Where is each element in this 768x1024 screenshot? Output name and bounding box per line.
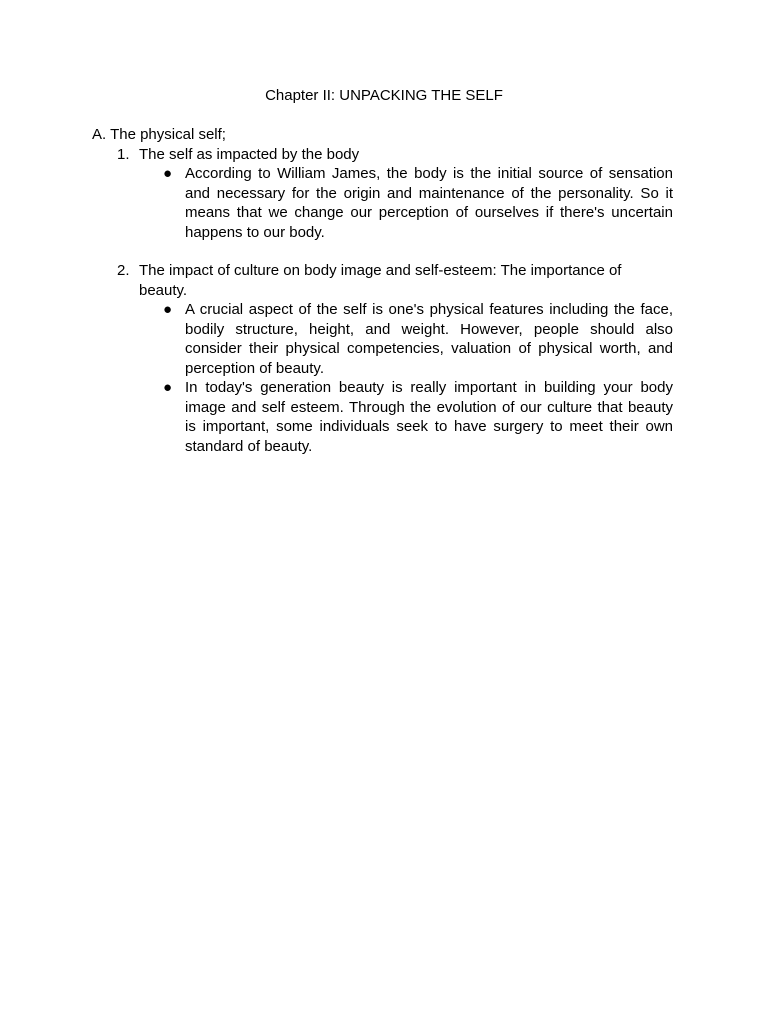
bullet-text: In today's generation beauty is really important in building your body image and self esteem. Through the evolution of our culture that beauty is important, some individuals seek to have surgery to meet their own standard of beauty. — [185, 379, 673, 455]
bullet-item — [117, 378, 692, 456]
spacer — [92, 242, 692, 261]
section-physical-self — [92, 125, 692, 456]
bullet-icon: ● — [163, 165, 173, 182]
bullet-icon: ● — [163, 379, 173, 396]
list-number: 1. — [117, 145, 130, 163]
list-number: 2. — [117, 262, 130, 279]
bullet-text: A crucial aspect of the self is one's physical features including the face, bodily structure, height, and weight. However, people should also consider their physical competencies, valuation of physical worth, and perception of beauty. — [185, 301, 673, 377]
bullet-icon: ● — [163, 301, 173, 318]
section-heading: A. The physical self; — [92, 126, 226, 143]
list-item-heading: The self as impacted by the body — [139, 145, 360, 163]
list-item-heading: The impact of culture on body image and self-esteem: The importance of beauty. — [139, 262, 622, 299]
list-item-2 — [117, 261, 692, 300]
bullet-text: According to William James, the body is the initial source of sensation and necessary for the origin and maintenance of the personality. So it means that we change our perception of ourselves if there's uncertain happens to our body. — [185, 165, 673, 241]
page-title: Chapter II: UNPACKING THE SELF — [265, 87, 503, 104]
bullet-item — [117, 300, 692, 378]
list-item-1 — [117, 145, 692, 165]
bullet-item — [117, 164, 692, 242]
